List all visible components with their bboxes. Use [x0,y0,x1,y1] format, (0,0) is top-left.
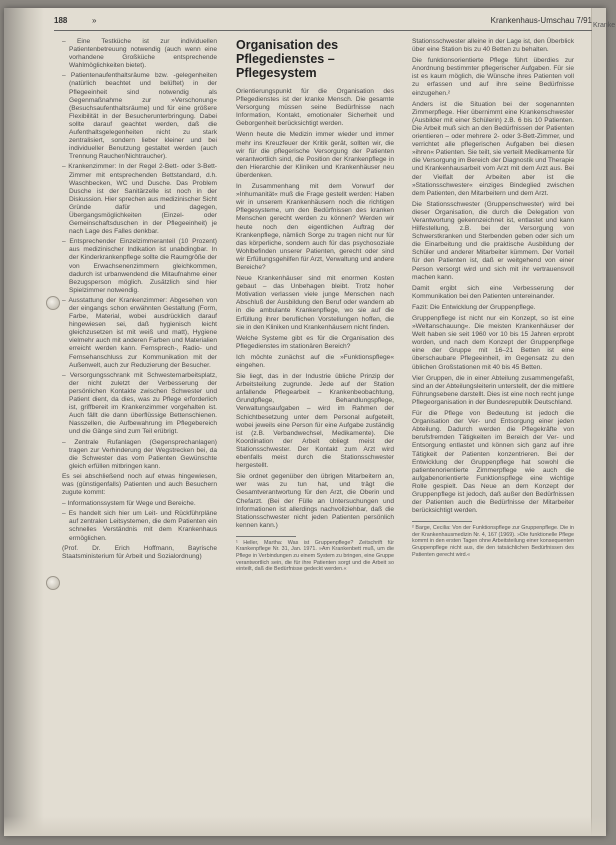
page-bottom-edge [4,816,606,836]
paragraph: Anders ist die Situation bei der sogenannten Zimmerpflege. Hier übernimmt eine Krankenschwester (Ausbilder mit einer Schülerin) z.B. 6 bis 10 Patienten. Die Arbeit muß sich an den Bedürfnissen der Patienten orientieren – oder mehrere 2- oder 3-Bett-Zimmer, und verrichtet alle pflegerischen Aufgaben bei diesen »ihren« Patienten. Sie teilt, sie verteilt Medikamente für die Versorgung im Bereich der Diagnostik und Therapie und Krankenhausarbeit vom Arzt mit dem Arzt aus. Bei der Vielfalt der Arbeiten aber ist die »Stationsschwester« einziges Bindeglied zwischen dem Patienten, den Mitarbeitern und dem Arzt. [412,100,574,197]
paragraph: In Zusammenhang mit dem Vorwurf der »Inhumanität« muß die Frage gestellt werden: Haben wir in unserem Krankenhäusern noch die richtigen Pflegesysteme, um den Bedürfnissen des kranken Menschen gerecht werden zu können? Werden wir heute noch den eigentlichen Auftrag der Krankenpflege, nämlich Sorge zu tragen nicht nur für das körperliche, sondern auch für das psychosoziale Wohlbefinden unserer Patienten, gerecht oder sind wir Erfüllungsgehilfen für Arzt, Verwaltung und andere Bereiche? [236,183,394,271]
list-item: – Entsprechender Einzelzimmeranteil (10 Prozent) aus medizinischer Indikation ist unabdingbar. In der Kinderkrankenpflege sollte die Raumgröße der von Erwachsenenzimmern gleichkommen, dadurch ist urbanwendend die Mitaufnahme einer Bezugsperson möglich. Zusätzlich sind hier Spielzimmer notwendig. [62,238,217,295]
paragraph: Gruppenpflege ist nicht nur ein Konzept, so ist eine »Weltanschauung«. Die meisten Krankenhäuser der Welt haben sie seit 1960 vor 10 bis 15 Jahren erprobt worden, und nach dem Konzept der Gruppenpflege eine der Gruppe mit 16–21 Betten ist eine überschaubare Pflegeeinheit, im Gegensatz zu den üblichen Großstationen mit 40 bis 45 Betten. [412,315,574,371]
punch-hole-icon [46,296,60,310]
list-item: – Krankenzimmer: In der Regel 2-Bett- oder 3-Bett-Zimmer mit entsprechenden Bettstandard, d.h. Waschbecken, WC und Dusche. Das Problem Dusche ist der Sanitärzelle ist noch in der Diskussion. Hier sprechen aus medizinischer Sicht Gründe dafür und dagegen, Übergangsmöglichkeiten (Einzel- oder Gemeinschaftsduschen in der Pflegeeinheit) je nach Lage des Falles denkbar. [62,163,217,236]
list-item: – Informationssystem für Wege und Bereiche. [62,500,217,508]
author-attribution: (Prof. Dr. Erich Hoffmann, Bayrische Staatsministerium für Arbeit und Sozialordnung) [62,544,217,560]
footnote-rule [412,521,472,522]
running-title: Krankenhaus-Umschau 7/91 [490,16,592,25]
list-item: – Patientenaufenthaltsräume bzw. -gelegenheiten (natürlich beachtet und belüftet) in der Pflegeeinheit sind notwendig als Gegenmaßnahme zur »Verschonung« (Besuchsaufenthaltsräume) und für eine größere Flexibilität in der Besucherunterbringung. Dabei sollte darauf geachtet werden, daß die Aufenthaltsgelegenheiten nicht zu stark zentralisiert, sondern lieber kleiner und bei individueller Benutzung gestaltet werden (auch Trennung Raucher/Nichtraucher). [62,72,217,161]
punch-hole-icon [46,576,60,590]
list-information [62,500,217,542]
page-binding-shadow [4,8,44,836]
paragraph: Vier Gruppen, die in einer Abteilung zusammengefaßt, sind an der Abteilungsleiterin unterstellt, der die mittlere Führungsebene darstellt. Dies ist eine noch recht junge Pflegeorganisation in der Bundesrepublik Deutschland. [412,374,575,406]
document-page [4,8,616,836]
text-column-2 [236,38,394,576]
paragraph: Neue Krankenhäuser sind mit enormen Kosten gebaut – das Unbehagen bleibt. Trotz hoher Motivation verlassen viele junge Menschen nach Abschluß der Ausbildung den Beruf oder wandern ab in die ambulante Krankenpflege, wo sie auf die Erfüllung ihrer beruflichen Vorstellungen hoffen, die sie in den Kliniken und Krankenhäusern nicht finden. [236,275,394,331]
text-column-3 [412,38,574,561]
list-item: – Es handelt sich hier um Leit- und Rückführpläne auf zentralen Leitsystemen, die dem Patienten ein schnelles Verständnis mit dem Krankenhaus ermöglichen. [62,510,217,542]
paragraph: Ich möchte zunächst auf die »Funktionspflege« eingehen. [236,353,394,369]
page-header [54,16,592,30]
footnote-rule [236,536,296,537]
paragraph: Die funktionsorientierte Pflege führt überdies zur Anordnung bestimmter pflegerischer Aufgaben. Für sie ist es kaum möglich, die Wünsche ihres Patienten voll zu erfassen und auf ihre seine Bedürfnisse einzugehen.² [412,57,574,97]
footnote: ² Barge, Cecilia: Von der Funktionspflege zur Gruppenpflege. Die in der Krankenhausmedizin Nr. 4, 167 (1969). »Die funktionelle Pflege kommt in den ersten Tagen ohne Arbeitsteilung einer konsequenten Gruppenpflege nicht aus, die den tatsächlichen Bedürfnissen des Patienten gerecht wird.« [412,525,574,558]
paragraph: Orientierungspunkt für die Organisation des Pflegedienstes ist der kranke Mensch. Die gesamte Versorgung müssen seine Bedürfnisse nach Information, Kontakt, emotionaler Sicherheit und Geborgenheit berücksichtigt werden. [236,88,394,128]
paragraph: Welche Systeme gibt es für die Organisation des Pflegedienstes im stationären Bereich? [236,334,394,350]
header-rule [54,30,592,31]
list-item: – Versorgungsschrank mit Schwesternarbeitsplatz, der nicht zuletzt der Verbesserung der persönlichen Kontakte zwischen Schwester und Patient dient, da dies, was zu Pflege erforderlich ist, griffbereit im Krankenzimmer vorgehalten ist. Auch fällt die dann überflüssige Bettenschienen. Nasszellen, die Aufbewahrung im Pflegebereich und die Gänge sind zum Teil erübrigt. [62,372,217,437]
paragraph: Sie liegt, das in der Industrie übliche Prinzip der Arbeitsteilung zugrunde. Jede auf der Station anfallende Pflegearbeit – Krankenbeobachtung, Grundpflege, Behandlungspflege, Verwaltungsaufgaben – wird im Rahmen der Schichtbesetzung unter dem Personal aufgeteilt, wobei jeweils eine Person für eine Aufgabe zuständig ist (z.B. Verbandwechsel, Medikamente). Die Koordination der Arbeit obliegt meist der Stationsschwester. Der Kontakt zum Arzt wird ebenfalls meist durch die Stationsschwester hergestellt. [236,373,394,470]
paragraph: Sie ordnet gegenüber den übrigen Mitarbeitern an, wer was zu tun hat, und trägt die Gesamtverantwortung für den Arzt, die Oberin und Chefarzt. (Bei der Fülle an Untersuchungen und Informationen ist allerdings nachvollziehbar, daß die Stationsschwester nicht jeden Patienten persönlich kennen kann.) [236,473,394,529]
article-title: Organisation des Pflegedienstes – Pflegesystem [236,38,339,80]
paragraph: Für die Pflege von Bedeutung ist jedoch die Organisation der Ver- und Entsorgung einer jeden Abteilung. Dadurch werden die Pflegekräfte von berufsfremden Tätigkeiten im Bereich der Ver- und Entsorgung entlastet und können sich ganz auf ihre Tätigkeit der Patienten konzentrieren. Bei der Entwicklung der Gruppenpflege hat sowohl die patientenorientierte Zimmerpflege wie auch die aufgabenorientierte Funktionspflege eine wichtige Rolle gespielt. Das Neue an dem Konzept der Gruppenpflege ist jedoch, daß außer den Bedürfnissen der Patienten auch die Bedürfnisse der Mitarbeiter berücksichtigt werden. [412,410,574,515]
paragraph: Es sei abschließend noch auf etwas hingewiesen, was (günstigenfalls) Patienten und auch Besuchern zugute kommt: [62,472,217,497]
adjacent-page-edge [591,8,616,836]
list-requirements [62,38,217,471]
paragraph: Wenn heute die Medizin immer wieder und immer mehr ins Kreuzfeuer der Kritik gerät, sollten wir, die wir für die pflegerische Versorgung der Patienten verantwortlich sind, die Position der Krankenpflege in den Hierarchie der Kliniken und Krankenhäuser neu überdenken. [236,131,394,179]
list-item: – Eine Testküche ist zur individuellen Patientenbetreuung notwendig (auch wenn eine vorhandene Großküche entsprechende Wahlmöglichkeiten bietet). [62,38,217,70]
header-mark: » [92,16,97,25]
paragraph: Stationsschwester alleine in der Lage ist, den Überblick über eine Station bis zu 40 Betten zu behalten. [412,38,574,54]
text-column-1 [62,38,217,564]
footnote: ¹ Heller, Martha: Was ist Gruppenpflege? Zeitschrift für Krankenpflege Nr. 31, Jan. 1971. »Am Krankenbett muß, um die Pflege in Verbindungen zu einem System zu bringen, eine Gruppe verantwortlich sein, die für ihre Patienten sorgt und die Arbeit so einteilt, daß die Bedürfnisse gedeckt werden.« [236,539,394,573]
paragraph: Damit ergibt sich eine Verbesserung der Kommunikation bei den Patienten untereinander. [412,284,574,300]
page-number: 188 [54,16,68,25]
list-item: – Zentrale Rufanlagen (Gegensprechanlagen) tragen zur Verhinderung der Wegstrecken bei, da die Schwester das vom Patienten Gewünschte gleich erfüllen mitbringen kann. [62,439,217,471]
side-tab-label: Kranke [593,22,616,29]
paragraph: Fazit: Die Entwicklung der Gruppenpflege. [412,303,536,311]
list-item: – Ausstattung der Krankenzimmer: Abgesehen von der eingangs schon erwähnten Gestaltung (Form, Farbe, Material, wobei ausdrücklich darauf hingewiesen sei, daß hygienisch leicht gleichzusetzen ist mit weiß und matt), Hygiene vielmehr auch mit anderen Farben und Materialien erreicht werden kann. Fernsprech-, Radio- und Fernsehanschluss zur Kommunikation mit der Außenwelt, auch zur Reduzierung der Besucher. [62,297,217,370]
paragraph: Die Stationsschwester (Gruppenschwester) wird bei dieser Organisation, die durch die Delegation von Verantwortung gekennzeichnet ist, entlastet und kann Hilfestellung, z.B. bei der Versorgung von Schwerstkranken und Sterbenden geben oder sich um die Einarbeitung und die praktische Ausbildung der Schüler und anderer Mitarbeiter kümmern. Der Vorteil für den Patienten ist, daß er weitgehend von einer Person versorgt wird und sich mit ihr vertrauensvoll machen kann. [412,200,574,281]
